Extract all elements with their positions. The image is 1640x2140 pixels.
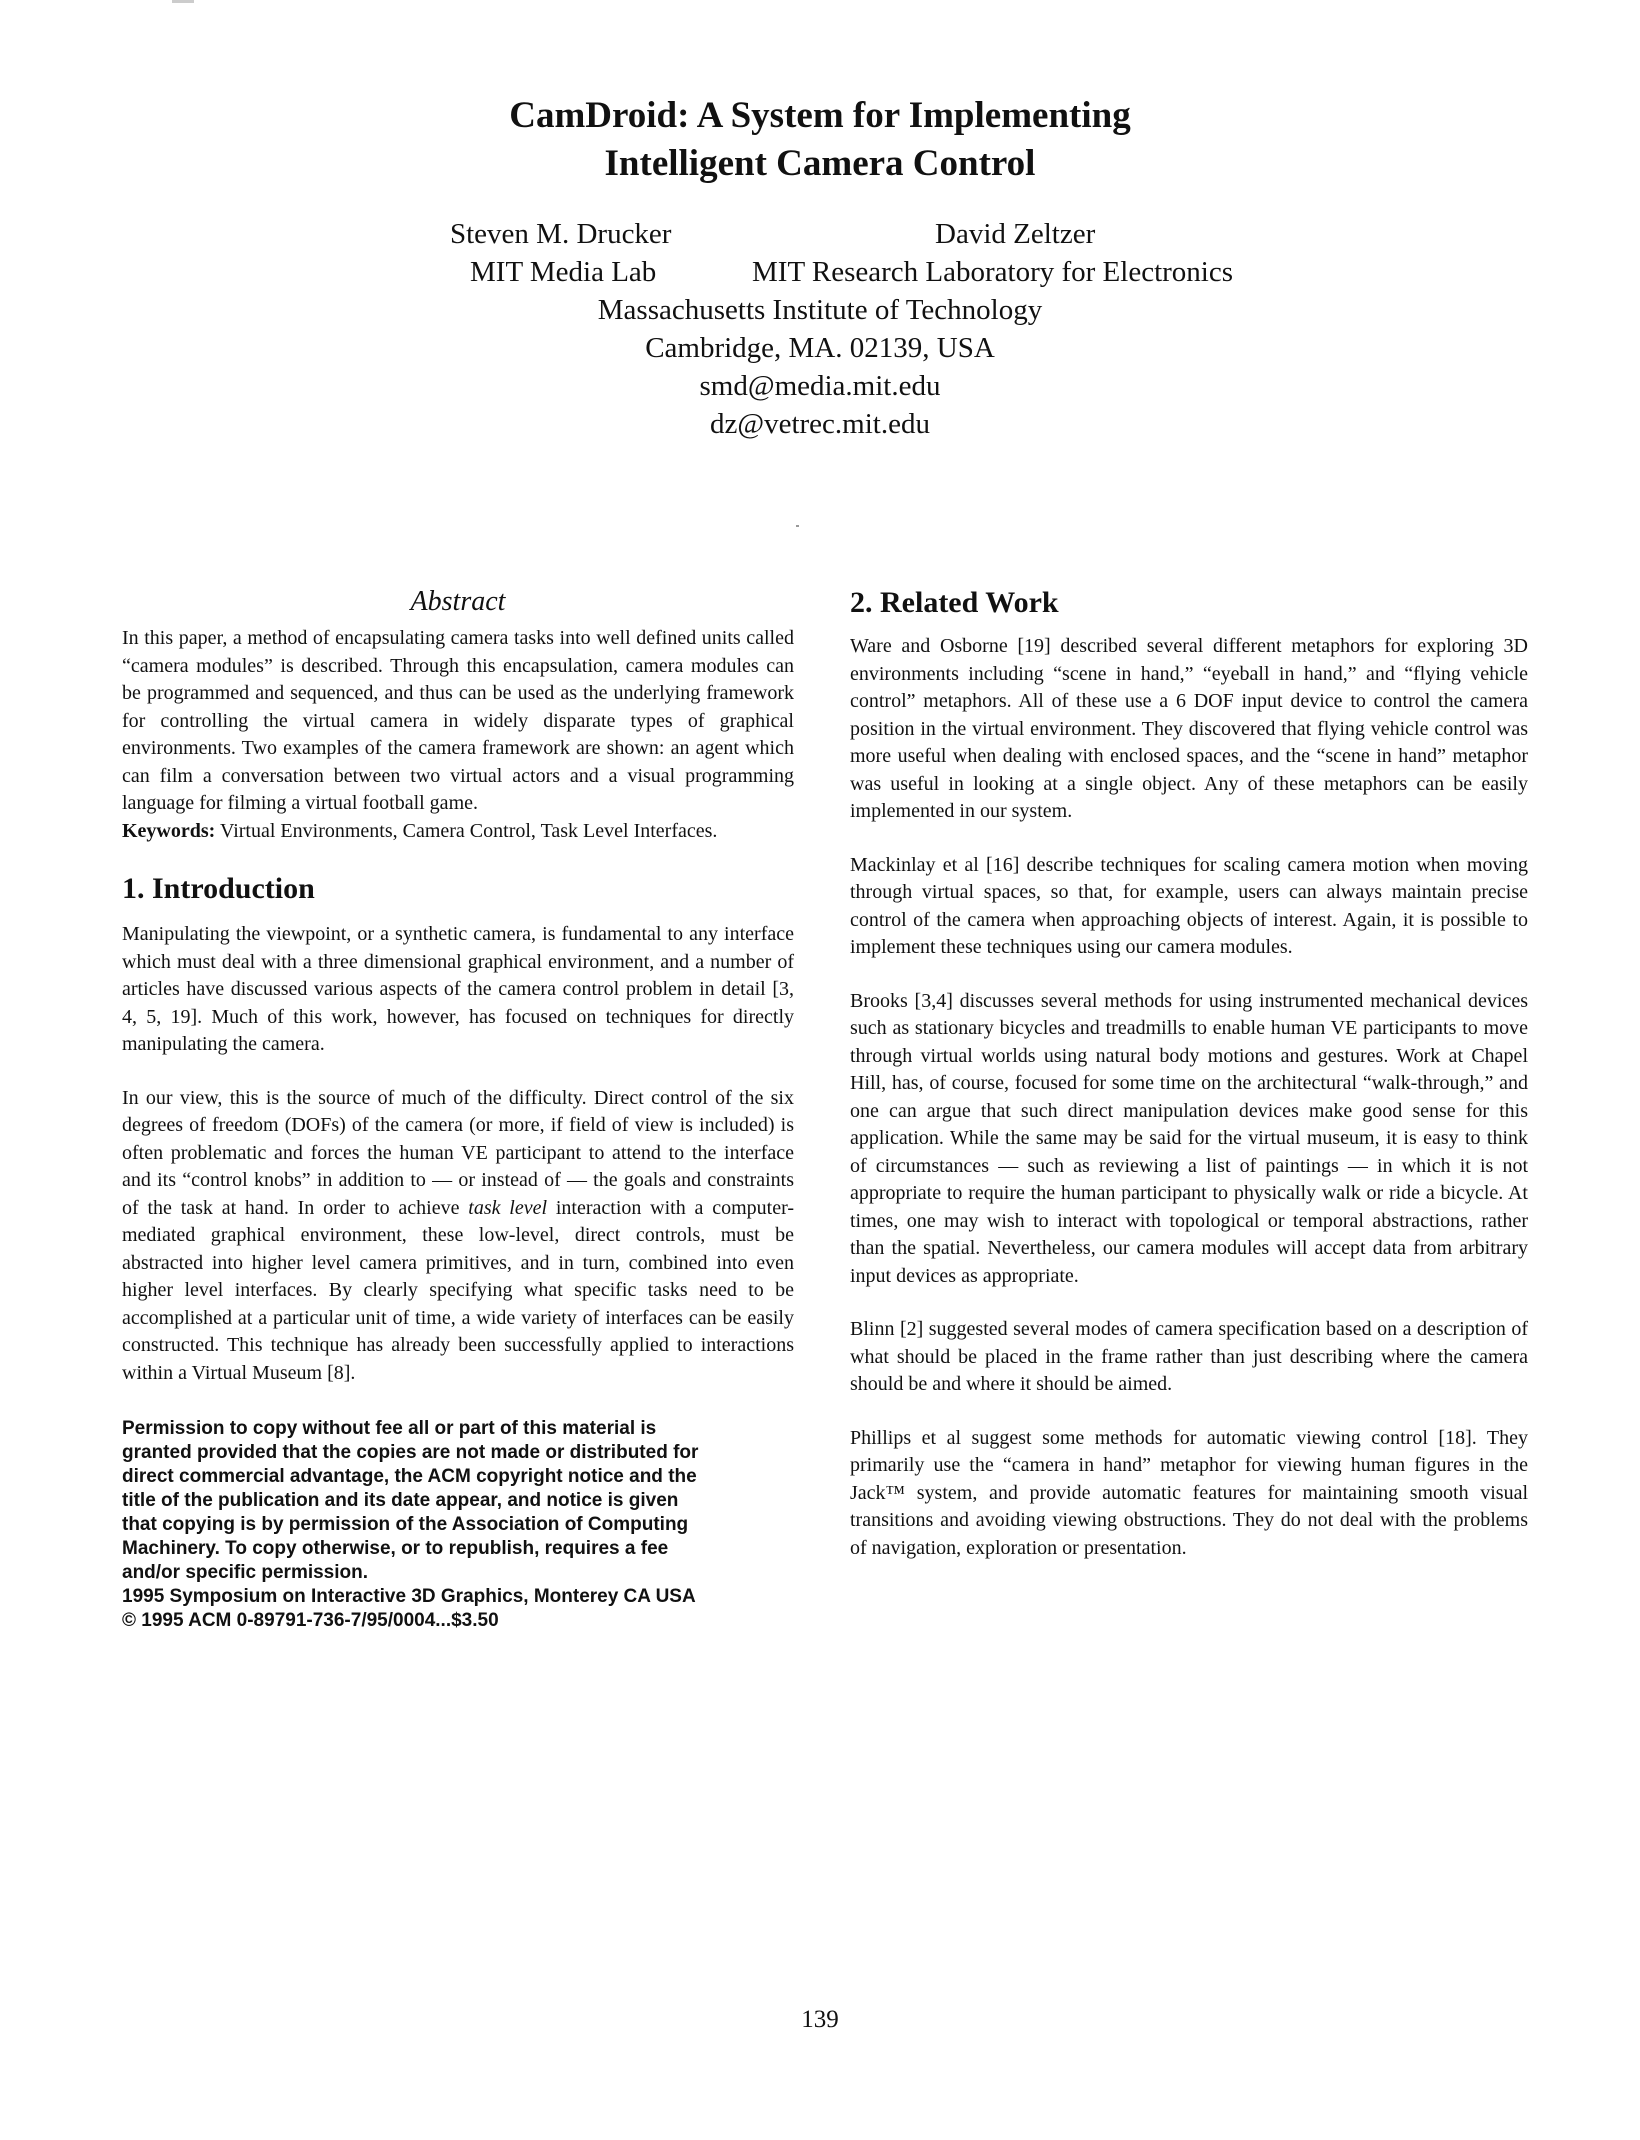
right-column [850,585,1528,1562]
author-affiliation-1: MIT Media Lab [470,256,657,288]
author-affiliation-2: MIT Research Laboratory for Electronics [752,256,1233,288]
scan-speck [796,525,799,527]
intro-emphasis: task level [468,1196,548,1219]
title-line-2: Intelligent Camera Control [604,143,1036,184]
author-email-2: dz@vetrec.mit.edu [710,408,930,440]
intro-paragraph-2-end: interaction with a computer-mediated graphical environment, these low-level, direct controls, must be abstracted into higher level camera primitives, and in turn, combined into even higher level interfaces. By clearly specifying what specific tasks need to be accomplished at a particular unit of time, a wide variety of interfaces can be easily constructed. This technique has already been successfully applied to interactions within a Virtual Museum [8]. [122,1196,794,1384]
keywords-text: Virtual Environments, Camera Control, Task Level Interfaces. [215,819,718,842]
copyright-permission-notice: Permission to copy without fee all or part of this material is granted provided that the copies are not made or distributed for direct commercial advantage, the ACM copyright notice and the title of the publication and its date appear, and notice is given that copying is by permission of the Association of Computing Machinery. To copy otherwise, or to republish, requires a fee and/or specific permission. 1995 Symposium on Interactive 3D Graphics, Monterey CA USA © 1995 ACM 0-89791-736-7/95/0004...$3.50 [122,1418,699,1631]
keywords-label: Keywords: [122,819,216,842]
intro-paragraph-2 [122,1085,794,1388]
author-address: Cambridge, MA. 02139, USA [645,332,995,364]
scan-mark [172,0,194,3]
left-column [122,585,794,1633]
paper-title [0,92,1640,188]
title-line-1: CamDroid: A System for Implementing [509,95,1131,136]
related-paragraph-5: Phillips et al suggest some methods for automatic viewing control [18]. They primarily use the “camera in hand” metaphor for viewing human figures in the Jack™ system, and provide automatic features for maintaining smooth visual transitions and avoiding viewing obstructions. They do not deal with the problems of navigation, exploration or presentation. [850,1426,1528,1559]
keywords-paragraph [122,818,794,846]
section-heading-related-work: 2. Related Work [850,586,1059,619]
author-affiliations-row [0,253,1640,291]
author-block [0,215,1640,443]
section-heading-introduction: 1. Introduction [122,872,315,905]
author-institution: Massachusetts Institute of Technology [597,294,1043,326]
related-paragraph-3: Brooks [3,4] discusses several methods for using instrumented mechanical devices such as stationary bicycles and treadmills to enable human VE participants to move through virtual worlds using natural body motions and gestures. Work at Chapel Hill, has, of course, focused for some time on the architectural “walk-through,” and one can argue that such direct manipulation devices make good sense for this application. While the same may be said for the virtual museum, it is easy to think of circumstances — such as reviewing a list of paintings — in which it is not appropriate to require the human participant to physically walk or ride a bicycle. At times, one may wish to interact with topological or temporal abstractions, rather than the spatial. Nevertheless, our camera modules will accept data from arbitrary input devices as appropriate. [850,989,1528,1287]
intro-paragraph-1: Manipulating the viewpoint, or a synthetic camera, is fundamental to any interface which must deal with a three dimensional graphical environment, and a number of articles have discussed various aspects of the camera control problem in detail [3, 4, 5, 19]. Much of this work, however, has focused on techniques for directly manipulating the camera. [122,923,794,1055]
author-name-2: David Zeltzer [935,218,1096,250]
intro-paragraph-2-start: In our view, this is the source of much of the difficulty. Direct control of the six degrees of freedom (DOFs) of the camera (or more, if field of view is included) is often problematic and forces the human VE participant to attend to the interface and its “control knobs” in addition to — or instead of — the goals and constraints of the task at hand. In order to achieve [122,1086,794,1219]
author-email-1: smd@media.mit.edu [699,370,941,402]
author-names-row [0,215,1640,253]
related-paragraph-2: Mackinlay et al [16] describe techniques for scaling camera motion when moving through virtual spaces, so that, for example, users can always maintain precise control of the camera when approaching objects of interest. Again, it is possible to implement these techniques using our camera modules. [850,853,1528,958]
author-name-1: Steven M. Drucker [450,218,672,250]
related-paragraph-4: Blinn [2] suggested several modes of camera specification based on a description of what should be placed in the frame rather than just describing where the camera should be and where it should be aimed. [850,1318,1528,1395]
abstract-heading: Abstract [410,586,506,617]
page-number: 139 [801,2006,839,2033]
abstract-text: In this paper, a method of encapsulating camera tasks into well defined units called “camera modules” is described. Through this encapsulation, camera modules can be programmed and sequenced, and thus can be used as the underlying framework for controlling the virtual camera in widely disparate types of graphical environments. Two examples of the camera framework are shown: an agent which can film a conversation between two virtual actors and a visual programming language for filming a virtual football game. [122,627,794,814]
related-paragraph-1: Ware and Osborne [19] described several different metaphors for exploring 3D environments including “scene in hand,” “eyeball in hand,” and “flying vehicle control” metaphors. All of these use a 6 DOF input device to control the camera position in the virtual environment. They discovered that flying vehicle control was more useful when dealing with enclosed spaces, and the “scene in hand” metaphor was useful in looking at a single object. Any of these metaphors can be easily implemented in our system. [850,635,1528,822]
